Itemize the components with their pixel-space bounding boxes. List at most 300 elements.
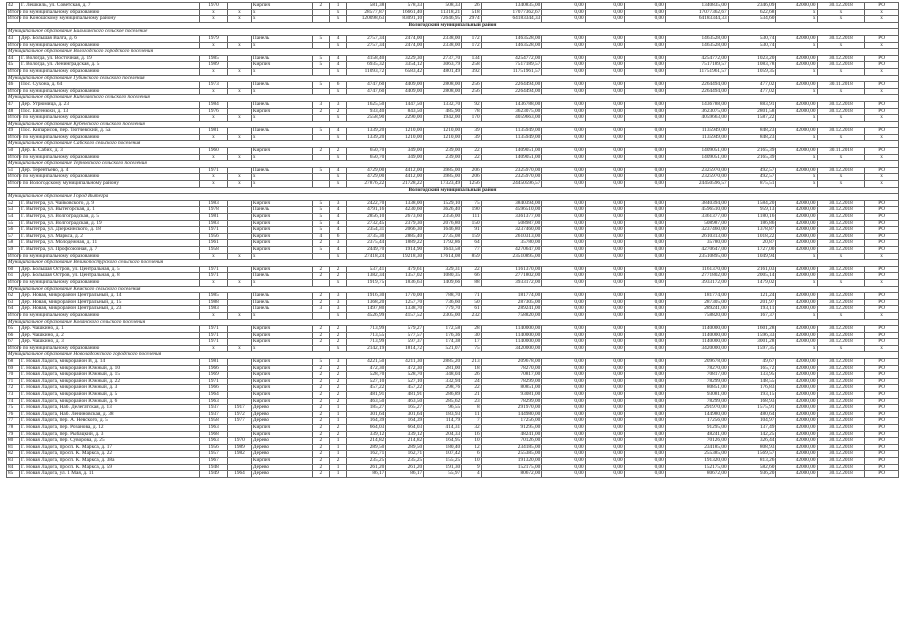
heading-cell: Муниципальное образование Кованского сельского поселения xyxy=(7,319,899,326)
table-cell: 180,40 xyxy=(424,444,462,451)
table-cell: 69 xyxy=(7,365,20,372)
table-cell: 2 xyxy=(312,385,329,392)
table-cell: 4158,40 xyxy=(347,55,386,62)
table-cell: 0,00 xyxy=(542,42,585,49)
table-cell: Г. Новая Ладога, микрорайон Южный, д. 3 xyxy=(20,385,200,392)
table-cell: 30.12.2018 xyxy=(817,62,865,69)
table-cell: 30.12.2018 xyxy=(817,359,865,366)
table-cell: 17256,00 xyxy=(665,418,728,425)
table-cell: 0,00 xyxy=(542,365,585,372)
table-cell: 258 xyxy=(462,62,482,69)
table-cell: 75 xyxy=(462,200,482,207)
table-cell: 4596510,00 xyxy=(665,207,728,214)
table-cell: 0,00 xyxy=(624,3,665,10)
table-cell: 0,00 xyxy=(585,266,624,273)
table-cell: РО xyxy=(865,82,899,89)
table-cell: 30.12.2018 xyxy=(817,128,865,135)
table-cell: РО xyxy=(865,457,899,464)
table-cell: 30.12.2018 xyxy=(817,392,865,399)
table-cell: РО xyxy=(865,240,899,247)
table-cell: РО xyxy=(865,326,899,333)
table-cell: Итого по Коношскому муниципальному району xyxy=(8,15,116,22)
table-cell: x xyxy=(251,279,312,286)
table-cell: 2005,14 xyxy=(728,273,776,280)
table-cell: 1971 xyxy=(199,332,227,339)
table-cell: 0,00 xyxy=(585,207,624,214)
table-cell: 30.11.2018 xyxy=(817,148,865,155)
table-cell: 0,00 xyxy=(585,339,624,346)
table-cell: Дер. Чашкино, д. 1 xyxy=(20,326,200,333)
table-cell: 42000,00 xyxy=(776,326,817,333)
table-cell: 172 xyxy=(462,35,482,42)
table-cell: 1080,35 xyxy=(424,273,462,280)
table-cell: x xyxy=(251,88,312,95)
table-cell: 201,97 xyxy=(728,299,776,306)
table-cell: 1770,00 xyxy=(386,293,424,300)
table-cell: 3623075,00 xyxy=(481,108,542,115)
table-cell: 0,00 xyxy=(585,3,624,10)
table-cell: 0,00 xyxy=(624,115,665,122)
table-cell: 30.12.2018 xyxy=(817,405,865,412)
table-cell: РО xyxy=(865,471,899,478)
table-cell: 181774,00 xyxy=(481,293,542,300)
table-cell: 472,30 xyxy=(347,365,386,372)
table-cell: 1963 xyxy=(199,438,227,445)
table-cell: РО xyxy=(865,398,899,405)
table-cell: 1378,87 xyxy=(728,227,776,234)
table-cell: 0,00 xyxy=(542,425,585,432)
table-cell: 2 xyxy=(312,326,329,333)
table-cell: 0,00 xyxy=(585,392,624,399)
table-cell: 2 xyxy=(312,425,329,432)
table-cell: 414,31 xyxy=(424,425,462,432)
table-cell: 0,00 xyxy=(542,200,585,207)
table-cell: x xyxy=(865,42,899,49)
table-cell: 19218,30 xyxy=(386,253,424,260)
table-cell: Кирпич xyxy=(251,359,312,366)
table-cell: 0,00 xyxy=(585,418,624,425)
table-cell: 144980,00 xyxy=(665,411,728,418)
table-cell: 191320,00 xyxy=(481,457,542,464)
table-cell: 1963 xyxy=(199,425,227,432)
table-cell: 2161,03 xyxy=(728,266,776,273)
table-cell: 42000,00 xyxy=(776,246,817,253)
table-cell: 209678,00 xyxy=(481,359,542,366)
table-cell: 3 xyxy=(329,200,346,207)
table-cell: 3 xyxy=(312,101,329,108)
table-cell: 67 xyxy=(7,339,20,346)
table-cell: x xyxy=(199,16,227,23)
table-cell: 1981 xyxy=(199,128,227,135)
table-cell: 2 xyxy=(312,148,329,155)
table-cell: Дерево xyxy=(251,444,312,451)
table-cell: 0,00 xyxy=(585,181,624,188)
table-cell: 0,00 xyxy=(624,464,665,471)
table-cell: 30.12.2018 xyxy=(817,3,865,10)
table-cell: 392 xyxy=(462,68,482,75)
table-cell: 0,00 xyxy=(542,154,585,161)
table-cell: 480,64 xyxy=(728,411,776,418)
table-cell: 1949 xyxy=(199,471,227,478)
table-cell: 1963 xyxy=(199,398,227,405)
table-cell: 93081,00 xyxy=(481,392,542,399)
table-cell xyxy=(228,200,252,207)
table-cell: 0,00 xyxy=(624,444,665,451)
table-cell: 2325970,00 xyxy=(665,174,728,181)
table-cell: 0,00 xyxy=(624,457,665,464)
table-cell: 30.12.2018 xyxy=(817,438,865,445)
table-cell: 32 xyxy=(462,425,482,432)
table-cell: Г. Новая Ладога, просп. К. Маркса, д. 38а xyxy=(20,457,200,464)
table-cell: 875,51 xyxy=(728,181,776,188)
table-cell: 42000,00 xyxy=(776,444,817,451)
table-cell: 17323,49 xyxy=(424,181,462,188)
table-cell: 0,00 xyxy=(624,207,665,214)
table-cell: Г. Новая Ладога, просп. К. Маркса, д. 22 xyxy=(20,451,200,458)
table-cell: 2 xyxy=(329,372,346,379)
table-cell: x xyxy=(199,279,227,286)
table-cell xyxy=(228,227,252,234)
table-cell xyxy=(228,207,252,214)
table-cell: x xyxy=(865,345,899,352)
table-cell: Кирпич xyxy=(251,392,312,399)
table-cell: Пос. Сухона, д. 64 xyxy=(20,82,200,89)
table-cell xyxy=(228,425,252,432)
table-cell: 2 xyxy=(312,293,329,300)
table-cell: 0,00 xyxy=(542,174,585,181)
table-cell: 1958 xyxy=(199,246,227,253)
table-cell: 1977 xyxy=(228,418,252,425)
table-cell: x xyxy=(329,174,346,181)
table-cell: 4254772,00 xyxy=(481,55,542,62)
table-cell: 43 xyxy=(7,35,20,42)
table-cell: 86,17 xyxy=(386,471,424,478)
table-cell: 11093,72 xyxy=(347,68,386,75)
table-cell: 0,00 xyxy=(624,35,665,42)
table-cell: 463,50 xyxy=(386,398,424,405)
table-cell: 80851,00 xyxy=(481,385,542,392)
table-cell: РО xyxy=(865,62,899,69)
table-cell: 0,00 xyxy=(585,200,624,207)
table-cell: x xyxy=(329,42,346,49)
table-cell: 235,25 xyxy=(347,457,386,464)
table-cell: 577,57 xyxy=(386,332,424,339)
table-cell: 5 xyxy=(312,214,329,221)
table-cell: 0,00 xyxy=(624,359,665,366)
table-cell: 30.12.2018 xyxy=(817,246,865,253)
table-cell: 527,10 xyxy=(347,378,386,385)
table-cell: Г. Новая Ладога, микрорайон Южный, д. 15 xyxy=(20,372,200,379)
table-cell: 0,00 xyxy=(624,62,665,69)
table-cell: x xyxy=(199,181,227,188)
table-cell: 5 xyxy=(312,167,329,174)
table-cell: 2 xyxy=(312,405,329,412)
table-cell: 83 xyxy=(7,457,20,464)
table-cell: 0,00 xyxy=(542,418,585,425)
table-cell: Кирпич xyxy=(251,425,312,432)
table-cell: 30.12.2018 xyxy=(817,55,865,62)
table-cell: x xyxy=(329,115,346,122)
table-cell: 0,00 xyxy=(585,273,624,280)
table-cell: Итого по муниципальному образованию xyxy=(8,67,100,74)
table-cell xyxy=(228,101,252,108)
table-cell xyxy=(228,240,252,247)
table-cell: 2 xyxy=(312,438,329,445)
table-cell: 167,37 xyxy=(728,312,776,319)
table-cell: 213 xyxy=(462,359,482,366)
table-cell: 1978 xyxy=(199,207,227,214)
table-cell: Дер. Большая Валга, д. 6 xyxy=(20,35,200,42)
table-cell: 1973 xyxy=(199,82,227,89)
table-cell: x xyxy=(251,134,312,141)
table-cell: Г. Новая Ладога, просп. К. Маркса, д. 17 xyxy=(20,444,200,451)
table-cell: 42 xyxy=(7,3,20,10)
table-cell: РО xyxy=(865,246,899,253)
table-cell: 3229,30 xyxy=(386,55,424,62)
table-cell: x xyxy=(251,9,312,16)
table-cell: РО xyxy=(865,55,899,62)
table-cell: x xyxy=(228,9,252,16)
table-cell xyxy=(228,266,252,273)
table-cell: 16661,40 xyxy=(386,9,424,16)
table-cell: 1479,02 xyxy=(728,279,776,286)
table-cell: x xyxy=(817,174,865,181)
table-cell: 2 xyxy=(312,240,329,247)
table-cell: 2 xyxy=(312,273,329,280)
table-cell: 1332,70 xyxy=(424,101,462,108)
table-cell: 30.12.2018 xyxy=(817,457,865,464)
table-cell: РО xyxy=(865,227,899,234)
table-cell: 155,25 xyxy=(424,457,462,464)
table-cell: x xyxy=(776,253,817,260)
table-cell: 30.12.2018 xyxy=(817,35,865,42)
table-cell: 2 xyxy=(312,451,329,458)
table-cell: 0,00 xyxy=(585,108,624,115)
table-cell: 1914,90 xyxy=(386,246,424,253)
table-cell: 1970 xyxy=(228,438,252,445)
table-cell: x xyxy=(817,9,865,16)
table-cell: 78299,00 xyxy=(481,398,542,405)
table-cell: 0,00 xyxy=(542,306,585,313)
table-cell: 0,00 xyxy=(624,108,665,115)
table-cell: 1340835,00 xyxy=(665,3,728,10)
table-cell: 50 xyxy=(7,148,20,155)
table-cell: 4 xyxy=(329,35,346,42)
heading-cell: Муниципальное образование Кипелавского сельского поселения xyxy=(7,95,899,102)
table-cell: 1382,34 xyxy=(347,273,386,280)
table-cell: 50 xyxy=(462,299,482,306)
table-cell: 152175,00 xyxy=(665,464,728,471)
table-cell: 4270647,00 xyxy=(665,246,728,253)
table-cell: Итого по муниципальному образованию xyxy=(8,344,100,351)
table-cell: 2 xyxy=(329,339,346,346)
table-cell: 0,00 xyxy=(624,214,665,221)
table-cell: 5 xyxy=(312,35,329,42)
table-cell: 2732,45 xyxy=(347,220,386,227)
table-cell: 165,72 xyxy=(728,365,776,372)
table-cell: 0,00 xyxy=(624,9,665,16)
table-cell: 3 xyxy=(329,101,346,108)
table-cell: Г. Новая Ладога, микрорайон Южный, д. 6 xyxy=(20,398,200,405)
table-cell: 42000,00 xyxy=(776,3,817,10)
table-cell: 0,00 xyxy=(624,365,665,372)
table-cell: 30.12.2018 xyxy=(817,418,865,425)
table-cell: 3 xyxy=(329,299,346,306)
table-cell: 0,00 xyxy=(624,398,665,405)
table-cell: 2856,10 xyxy=(347,214,386,221)
table-cell: 4 xyxy=(462,471,482,478)
table-cell: 176,36 xyxy=(424,332,462,339)
heading-cell: Вологодский муниципальный район xyxy=(7,22,899,29)
table-cell: 2356,00 xyxy=(424,214,462,221)
table-cell: 42000,00 xyxy=(776,378,817,385)
table-cell: 1140000,00 xyxy=(665,332,728,339)
table-cell: 0,00 xyxy=(542,372,585,379)
table-cell: 597,37 xyxy=(386,339,424,346)
table-cell: 1575,91 xyxy=(728,405,776,412)
table-cell: 49 xyxy=(7,128,20,135)
table-cell: x xyxy=(251,181,312,188)
table-cell: Г. Новая Ладога, микрорайон Южный, д. 10 xyxy=(20,365,200,372)
table-cell: 0,00 xyxy=(542,227,585,234)
table-cell xyxy=(312,16,329,23)
table-cell: 0,00 xyxy=(585,312,624,319)
table-cell: 291970,00 xyxy=(665,405,728,412)
table-cell: 42000,00 xyxy=(776,200,817,207)
table-cell: 4747,60 xyxy=(347,82,386,89)
table-cell: 1 xyxy=(329,451,346,458)
table-cell: 1 xyxy=(329,444,346,451)
table-cell: 2 xyxy=(329,266,346,273)
table-cell: 1937 xyxy=(199,405,227,412)
table-cell: 1976 xyxy=(199,108,227,115)
table-cell: 848,23 xyxy=(728,134,776,141)
table-cell: 1257,70 xyxy=(386,299,424,306)
table-cell: 301,64 xyxy=(347,411,386,418)
table-cell: x xyxy=(228,345,252,352)
table-cell: 42000,00 xyxy=(776,293,817,300)
table-cell: 2 xyxy=(329,365,346,372)
table-cell: 23510895,00 xyxy=(481,253,542,260)
table-cell: 530,74 xyxy=(728,42,776,49)
table-cell: Итого по муниципальному образованию xyxy=(8,41,100,48)
table-cell: 281,00 xyxy=(424,365,462,372)
table-cell: 808,93 xyxy=(728,444,776,451)
table-cell: 0,00 xyxy=(542,326,585,333)
table-cell: 0,00 xyxy=(624,326,665,333)
table-cell: x xyxy=(251,253,312,260)
table-cell: 1338,70 xyxy=(386,306,424,313)
table-cell: Пос. Евгенюхи, д. 13 xyxy=(20,108,200,115)
table-cell: x xyxy=(865,134,899,141)
table-cell: 1971 xyxy=(199,227,227,234)
table-cell: 477,02 xyxy=(728,88,776,95)
table-cell: x xyxy=(251,174,312,181)
table-cell: 1971 xyxy=(199,167,227,174)
table-cell: 291970,00 xyxy=(481,405,542,412)
table-cell: 42000,00 xyxy=(776,359,817,366)
table-cell: Дер. Чашкино, д. 2 xyxy=(20,332,200,339)
table-cell: 42000,00 xyxy=(776,405,817,412)
table-cell: 42000,00 xyxy=(776,392,817,399)
table-cell: 7 xyxy=(462,418,482,425)
table-cell: 75 xyxy=(7,405,20,412)
table-cell: 664,03 xyxy=(386,425,424,432)
table-cell: 713,55 xyxy=(347,332,386,339)
table-cell: 8 xyxy=(462,405,482,412)
table-cell: 0,00 xyxy=(542,240,585,247)
table-cell: 42000,00 xyxy=(776,451,817,458)
table-cell: 1979 xyxy=(199,35,227,42)
table-cell: 80851,00 xyxy=(665,385,728,392)
table-cell: 12 xyxy=(462,444,482,451)
table-cell: 0,00 xyxy=(585,464,624,471)
table-cell: Дер. Угрюмица, д. 23 xyxy=(20,101,200,108)
table-cell: 176,83 xyxy=(728,385,776,392)
table-cell: 1340835,00 xyxy=(481,3,542,10)
table-cell: 0,00 xyxy=(585,431,624,438)
table-cell: 72 xyxy=(7,385,20,392)
table-cell: 1135949,00 xyxy=(665,134,728,141)
table-cell: 0,00 xyxy=(585,279,624,286)
table-cell: 0,00 xyxy=(624,128,665,135)
table-cell: 162,71 xyxy=(386,451,424,458)
table-cell: 0,00 xyxy=(585,62,624,69)
table-cell: 209678,00 xyxy=(665,359,728,366)
table-cell: 5 xyxy=(312,55,329,62)
table-cell: x xyxy=(199,345,227,352)
table-cell: 59 xyxy=(7,246,20,253)
table-cell: 2290,00 xyxy=(386,115,424,122)
table-cell: Кирпич xyxy=(251,339,312,346)
table-cell: 0,00 xyxy=(585,134,624,141)
table-cell: 2737,70 xyxy=(424,55,462,62)
table-cell: 0,00 xyxy=(585,154,624,161)
table-cell: 26 xyxy=(462,3,482,10)
table-cell: 0,00 xyxy=(542,299,585,306)
table-cell: 30.12.2018 xyxy=(817,471,865,478)
table-cell: 11 xyxy=(462,411,482,418)
table-cell: Итого по муниципальному образованию xyxy=(8,252,100,259)
table-cell: 49,67 xyxy=(728,359,776,366)
table-cell: 622,68 xyxy=(728,9,776,16)
table-cell: 0,00 xyxy=(542,279,585,286)
table-cell: 2142,19 xyxy=(347,345,386,352)
table-cell: 1140000,00 xyxy=(481,326,542,333)
table-cell: 1937 xyxy=(199,411,227,418)
table-cell: 843,50 xyxy=(386,108,424,115)
table-cell: 6583,42 xyxy=(386,68,424,75)
table-cell: 0,00 xyxy=(542,411,585,418)
table-cell: 527,10 xyxy=(386,378,424,385)
table-cell: 2735,08 xyxy=(424,233,462,240)
table-cell: Дер. Большая Остров, ул. Центральная, д. 8 xyxy=(20,273,200,280)
table-cell: 11318,21 xyxy=(424,9,462,16)
table-cell: 0,00 xyxy=(585,68,624,75)
table-cell: 74 xyxy=(7,398,20,405)
table-cell: 42000,00 xyxy=(776,425,817,432)
table-cell: Кирпич xyxy=(251,246,312,253)
table-cell: 1 xyxy=(329,3,346,10)
table-cell: 0,00 xyxy=(624,68,665,75)
table-cell: 70126,00 xyxy=(481,438,542,445)
table-cell: 159 xyxy=(462,233,482,240)
table-cell: 289241,00 xyxy=(481,306,542,313)
table-cell: РО xyxy=(865,148,899,155)
table-cell: Кирпич xyxy=(251,108,312,115)
table-cell: 46 xyxy=(7,82,20,89)
table-cell: 51 xyxy=(7,167,20,174)
